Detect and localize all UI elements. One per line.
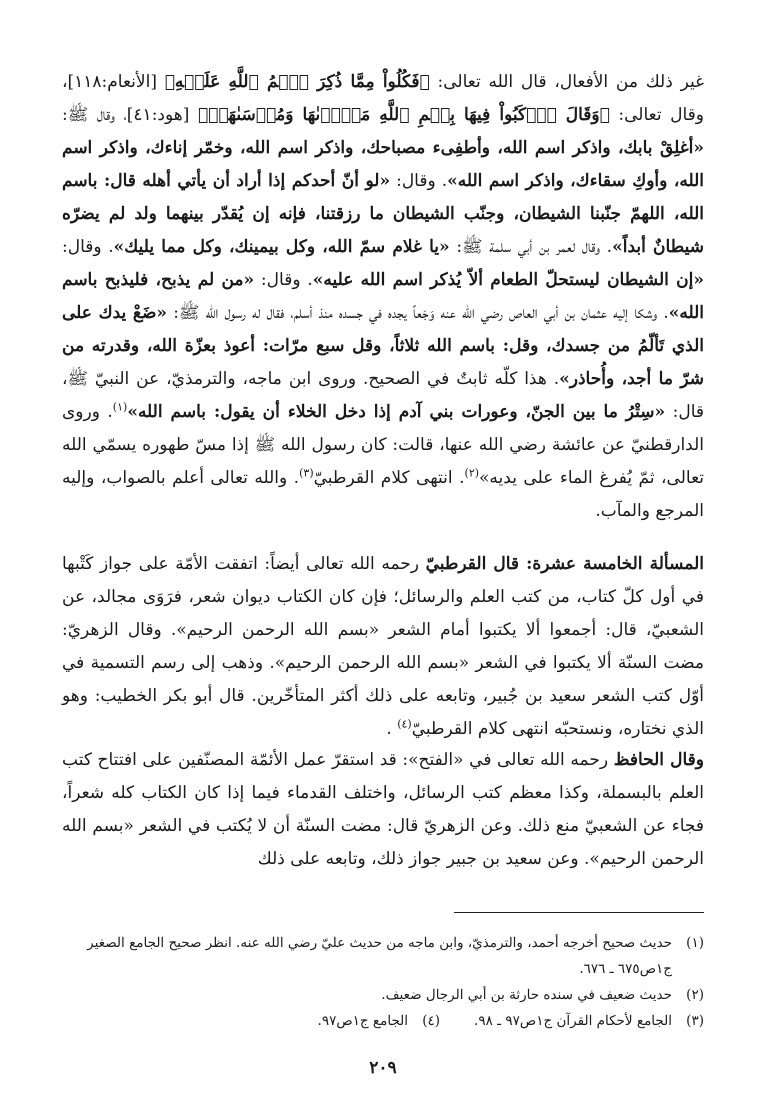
text-run: . وقال:: [390, 171, 448, 191]
text-run: غير ذلك من الأفعال، قال الله تعالى:: [429, 72, 704, 92]
footnote-number: (٣): [686, 1013, 704, 1029]
footnote-number: (٤): [422, 1013, 441, 1029]
text-run: [هود:٤١]، وقال ﷺ:: [62, 105, 198, 125]
hadith-text: «لو أنّ أحدكم إذا أراد أن يأتي أهله قال: باسم الله، اللهمّ جنّبنا الشيطان، وجنّب الشيطان ما رزقتنا، فإنه إن يُقدّر بينهما ولد لم يضرّه شيطانٌ أبداً»: [62, 171, 704, 257]
footnote-1: [62, 930, 704, 982]
page-number: ٢٠٩: [369, 1058, 397, 1078]
footnote-2: [62, 982, 704, 1008]
paragraph-1: [62, 66, 704, 532]
text-run: .: [386, 719, 398, 739]
footnote-number: (٢): [686, 987, 704, 1003]
footnote-number: (١): [686, 935, 704, 951]
footnote-ref[interactable]: (٣): [299, 466, 314, 480]
footnote-divider: [454, 912, 704, 913]
text-run: . وروى الدارقطنيّ عن عائشة رضي الله عنها، قالت: كان رسول الله ﷺ إذا مسّ طهوره يسمّي الله تعالى، ثمّ يُفرغ الماء على يديه»: [62, 402, 704, 488]
footnote-ref[interactable]: (٢): [464, 466, 480, 480]
footnote-row-3-4: [62, 1008, 704, 1034]
text-run: . وقال:: [254, 270, 313, 290]
footnote-ref[interactable]: (٤): [397, 717, 412, 731]
text-run: رحمه الله تعالى أيضاً: اتفقت الأمّة على جواز كَتْبها في أول كلّ كتاب، من كتب العلم والرسائل؛ فإن كان الكتاب ديوان شعر، فرَوَى مجالد، عن الشعبيّ، قال: أجمعوا ألا يكتبوا أمام الشعر «بسم الله الرحمن الرحيم». وقال الزهريّ: مضت السنّة ألا يكتبوا في الشعر «بسم الله الرحمن الرحيم». وذهب إلى رسم التسمية في أوّل كتب الشعر سعيد بن جُبير، وتابعه على ذلك أكثر المتأخّرين. قال أبو بكر الخطيب: وهو الذي نختاره، ونستحبّه انتهى كلام القرطبيّ: [62, 554, 704, 739]
hadith-text: «ضَعْ يدك على الذي تَألّمُ من جسدك، وقل: باسم الله ثلاثاً، وقل سبع مرّات: أعوذ بعزّة الله، وقدرته من شرّ ما أجد، وأُحاذر»: [62, 303, 704, 389]
section-heading: المسألة الخامسة عشرة: قال القرطبيّ: [425, 554, 704, 574]
hadith-text: «سِتْرُ ما بين الجنّ، وعورات بني آدم إذا دخل الخلاء أن يقول: باسم الله»: [127, 402, 666, 422]
text-run: . هذا كلّه ثابتٌ في الصحيح. وروى ابن ماجه، والترمذيّ، عن النبيّ ﷺ، قال:: [62, 369, 705, 422]
quran-verse: ﴿فَكُلُواْ مِمَّا ذُكِرَ ٱسۡمُ ٱللَّهِ عَلَيۡهِ﴾: [164, 72, 430, 92]
section-heading: وقال الحافظ: [613, 750, 705, 770]
footnote-text: حديث ضعيف في سنده حارثة بن أبي الرجال ضعيف.: [381, 987, 672, 1003]
hadith-text: «إن الشيطان ليستحلّ الطعام ألاّ يُذكر اسم الله عليه»: [312, 270, 705, 290]
footnote-text: حديث صحيح أخرجه أحمد، والترمذيّ، وابن ماجه من حديث عليّ رضي الله عنه. انظر صحيح الجامع الصغير ج١ص٦٧٥ ـ ٦٧٦.: [87, 935, 672, 977]
footnote-ref[interactable]: (١): [112, 400, 128, 414]
page-body: [62, 66, 704, 878]
paragraph-3: [62, 744, 704, 878]
text-run: [الأنعام:١١٨]، وقال تعالى:: [62, 72, 705, 125]
footnote-text: الجامع لأحكام القرآن ج١ص٩٧ ـ ٩٨.: [474, 1013, 672, 1029]
hadith-text: «يا غلام سمّ الله، وكل بيمينك، وكل مما يليك»: [113, 237, 450, 257]
text-run: رحمه الله تعالى في «الفتح»: قد استقرّ عمل الأئمّة المصنّفين على افتتاح كتب العلم بالبسملة، وكذا معظم كتب الرسائل، واختلف القدماء فيما إذا كان الكتاب كله شعراً، فجاء عن الشعبيّ منع ذلك. وعن الزهريّ قال: مضت السنّة أن لا يُكتب في الشعر «بسم الله الرحمن الرحيم». وعن سعيد بن جبير جواز ذلك، وتابعه على ذلك: [62, 750, 704, 869]
quran-verse: ﴿وَقَالَ ٱرۡكَبُواْ فِيهَا بِسۡمِ ٱللَّهِ مَجۡرٜىٰهَا وَمُرۡسَىٰهَآۚ﴾: [197, 105, 610, 125]
hadith-text: «من لم يذبح، فليذبح باسم الله»: [62, 270, 704, 323]
text-run: . انتهى كلام القرطبيّ: [313, 468, 465, 488]
paragraph-2: [62, 548, 704, 739]
footnote-text: الجامع ج١ص٩٧.: [317, 1013, 409, 1029]
text-run: . والله تعالى أعلم بالصواب، وإليه المرجع والمآب.: [62, 468, 704, 521]
footnotes: [62, 930, 704, 1034]
text-run: . وشكا إليه عثمان بن أبي العاص رضي الله عنه وَجَعاً يجده في جسده منذ أسلم، فقال له رسول الله ﷺ:: [167, 303, 669, 323]
text-run: . وقال:: [62, 237, 114, 257]
text-run: . وقال لعمر بن أبي سلمة ﷺ:: [449, 237, 613, 257]
hadith-text: «أغلِقْ بابك، واذكر اسم الله، وأطفِىء مصباحك، واذكر اسم الله، وخمّر إناءك، واذكر اسم الله، وأوكِ سقاءك، واذكر اسم الله»: [62, 138, 704, 191]
